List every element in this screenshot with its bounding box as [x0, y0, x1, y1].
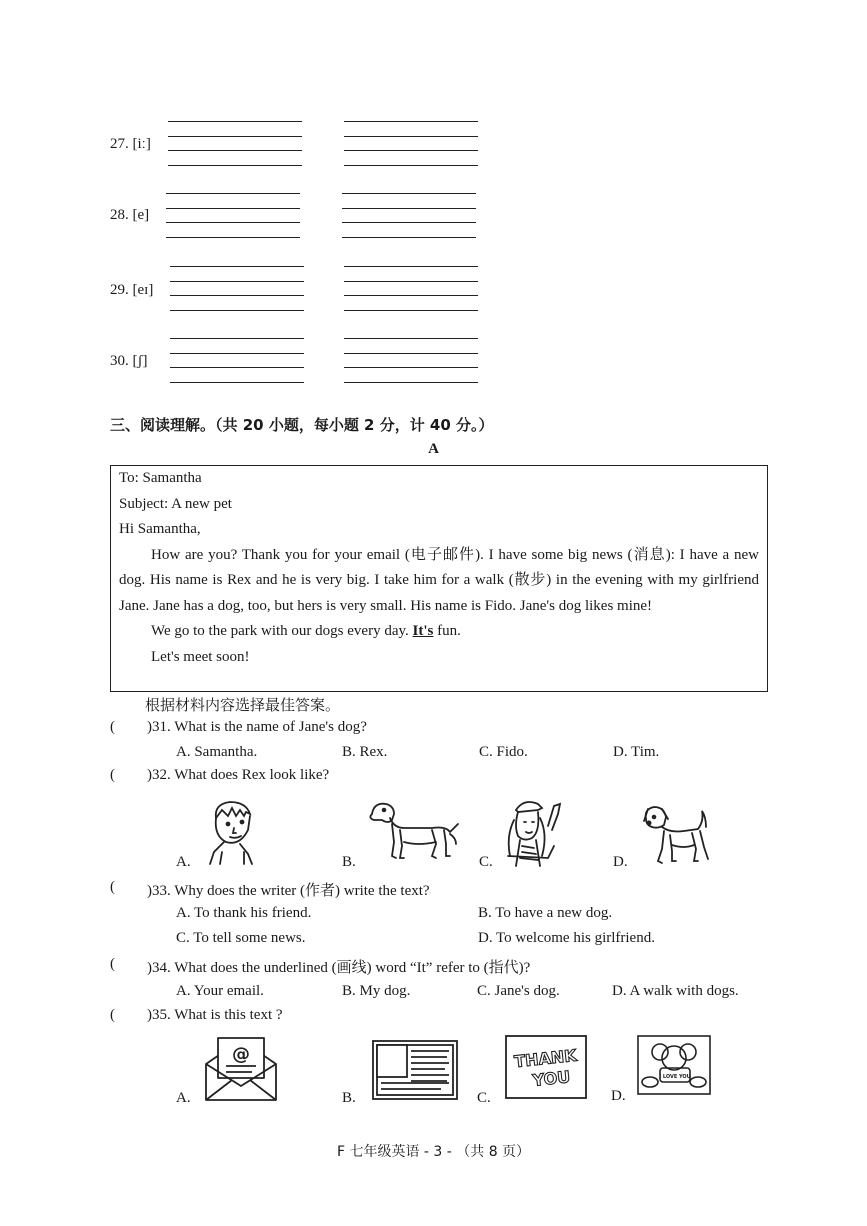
answer-paren[interactable]: (	[110, 767, 115, 783]
email-paragraph-2-text: We go to the park with our dogs every day.	[151, 623, 413, 639]
answer-paren[interactable]: (	[110, 1007, 115, 1023]
q33-option-b[interactable]: B. To have a new dog.	[478, 905, 613, 921]
phonics-label-28: 28. [e]	[110, 207, 150, 223]
card-you-text: YOU	[531, 1067, 572, 1090]
writing-line[interactable]	[168, 136, 302, 137]
answer-paren[interactable]: (	[110, 879, 115, 895]
email-subject: Subject: A new pet	[119, 495, 232, 512]
love-card-image[interactable]	[636, 1034, 712, 1096]
writing-line[interactable]	[166, 208, 300, 209]
email-to: To: Samantha	[119, 470, 202, 486]
q33-option-c[interactable]: C. To tell some news.	[176, 930, 306, 946]
writing-line[interactable]	[168, 150, 302, 151]
writing-line[interactable]	[344, 367, 478, 368]
answer-paren[interactable]: (	[110, 719, 115, 735]
phonics-label-30: 30. [ʃ]	[110, 353, 148, 369]
email-paragraph-2	[119, 619, 759, 645]
q31-option-c[interactable]: C. Fido.	[479, 744, 528, 760]
q35-option-c[interactable]: C.	[477, 1090, 491, 1106]
q35-option-d[interactable]: D.	[611, 1088, 626, 1104]
q32-option-d[interactable]: D.	[613, 854, 628, 870]
phonics-label-29: 29. [eɪ]	[110, 282, 154, 298]
writing-line[interactable]	[166, 193, 300, 194]
writing-line[interactable]	[344, 281, 478, 282]
big-dog-image[interactable]	[366, 798, 460, 864]
question-33: )33. Why does the writer (作者) write the text?	[147, 883, 430, 899]
underlined-word-it: It's	[412, 623, 434, 639]
instruction: 根据材料内容选择最佳答案。	[145, 698, 341, 714]
writing-line[interactable]	[166, 237, 300, 238]
q33-option-a[interactable]: A. To thank his friend.	[176, 905, 312, 921]
writing-line[interactable]	[344, 266, 478, 267]
q32-option-c[interactable]: C.	[479, 854, 493, 870]
question-31: )31. What is the name of Jane's dog?	[147, 719, 367, 735]
q34-option-b[interactable]: B. My dog.	[342, 983, 411, 999]
email-paragraph-1: How are you? Thank you for your email (电子邮件). I have some big news (消息): I have a new dog. His name is Rex and he is very big. I take him for a walk (散步) in the evening with my girlfriend Jane. Jane has a dog, too, but hers is very small. His name is Fido. Jane's dog likes mine!	[119, 546, 759, 614]
email-paragraph-2-end: fun.	[433, 623, 461, 639]
q34-option-d[interactable]: D. A walk with dogs.	[612, 983, 739, 999]
q31-option-b[interactable]: B. Rex.	[342, 744, 388, 760]
writing-line[interactable]	[342, 222, 476, 223]
q31-option-a[interactable]: A. Samantha.	[176, 744, 258, 760]
writing-line[interactable]	[344, 121, 478, 122]
boy-image[interactable]	[200, 796, 260, 866]
reading-passage-box	[110, 465, 768, 692]
part-label: A	[428, 441, 439, 457]
q34-option-c[interactable]: C. Jane's dog.	[477, 983, 560, 999]
writing-line[interactable]	[168, 121, 302, 122]
q33-option-d[interactable]: D. To welcome his girlfriend.	[478, 930, 655, 946]
girl-image[interactable]	[498, 796, 570, 868]
writing-line[interactable]	[170, 266, 304, 267]
small-dog-image[interactable]	[640, 803, 712, 867]
card-love-text: I LOVE YOU	[659, 1074, 691, 1080]
email-greeting: Hi Samantha,	[119, 521, 201, 537]
writing-line[interactable]	[344, 136, 478, 137]
writing-line[interactable]	[342, 193, 476, 194]
q35-option-b[interactable]: B.	[342, 1090, 356, 1106]
question-35: )35. What is this text ?	[147, 1007, 283, 1023]
thank-you-card-image[interactable]	[504, 1034, 588, 1100]
writing-line[interactable]	[344, 165, 478, 166]
card-thank-text: THANK	[513, 1045, 578, 1072]
writing-line[interactable]	[170, 295, 304, 296]
q32-option-b[interactable]: B.	[342, 854, 356, 870]
q34-option-a[interactable]: A. Your email.	[176, 983, 264, 999]
phonics-label-27: 27. [iː]	[110, 136, 151, 152]
writing-line[interactable]	[168, 165, 302, 166]
writing-line[interactable]	[170, 338, 304, 339]
writing-line[interactable]	[170, 382, 304, 383]
page-footer: F 七年级英语 - 3 - （共 8 页）	[336, 1144, 531, 1160]
writing-line[interactable]	[344, 353, 478, 354]
writing-line[interactable]	[344, 382, 478, 383]
q32-option-a[interactable]: A.	[176, 854, 191, 870]
section-title: 三、阅读理解。（共 20 小题，每小题 2 分，计 40 分。）	[110, 416, 494, 434]
letter-document-image[interactable]	[371, 1039, 459, 1101]
writing-line[interactable]	[170, 310, 304, 311]
email-envelope-image[interactable]	[202, 1034, 280, 1104]
q35-option-a[interactable]: A.	[176, 1090, 191, 1106]
writing-line[interactable]	[166, 222, 300, 223]
q31-option-d[interactable]: D. Tim.	[613, 744, 660, 760]
writing-line[interactable]	[342, 208, 476, 209]
writing-line[interactable]	[342, 237, 476, 238]
writing-line[interactable]	[344, 310, 478, 311]
question-32: )32. What does Rex look like?	[147, 767, 330, 783]
writing-line[interactable]	[170, 353, 304, 354]
writing-line[interactable]	[344, 150, 478, 151]
writing-line[interactable]	[344, 295, 478, 296]
writing-line[interactable]	[170, 367, 304, 368]
svg-text:@: @	[232, 1044, 250, 1065]
writing-line[interactable]	[344, 338, 478, 339]
answer-paren[interactable]: (	[110, 956, 115, 972]
email-closing: Let's meet soon!	[151, 648, 250, 665]
writing-line[interactable]	[170, 281, 304, 282]
question-34: )34. What does the underlined (画线) word “It” refer to (指代)?	[147, 960, 531, 976]
